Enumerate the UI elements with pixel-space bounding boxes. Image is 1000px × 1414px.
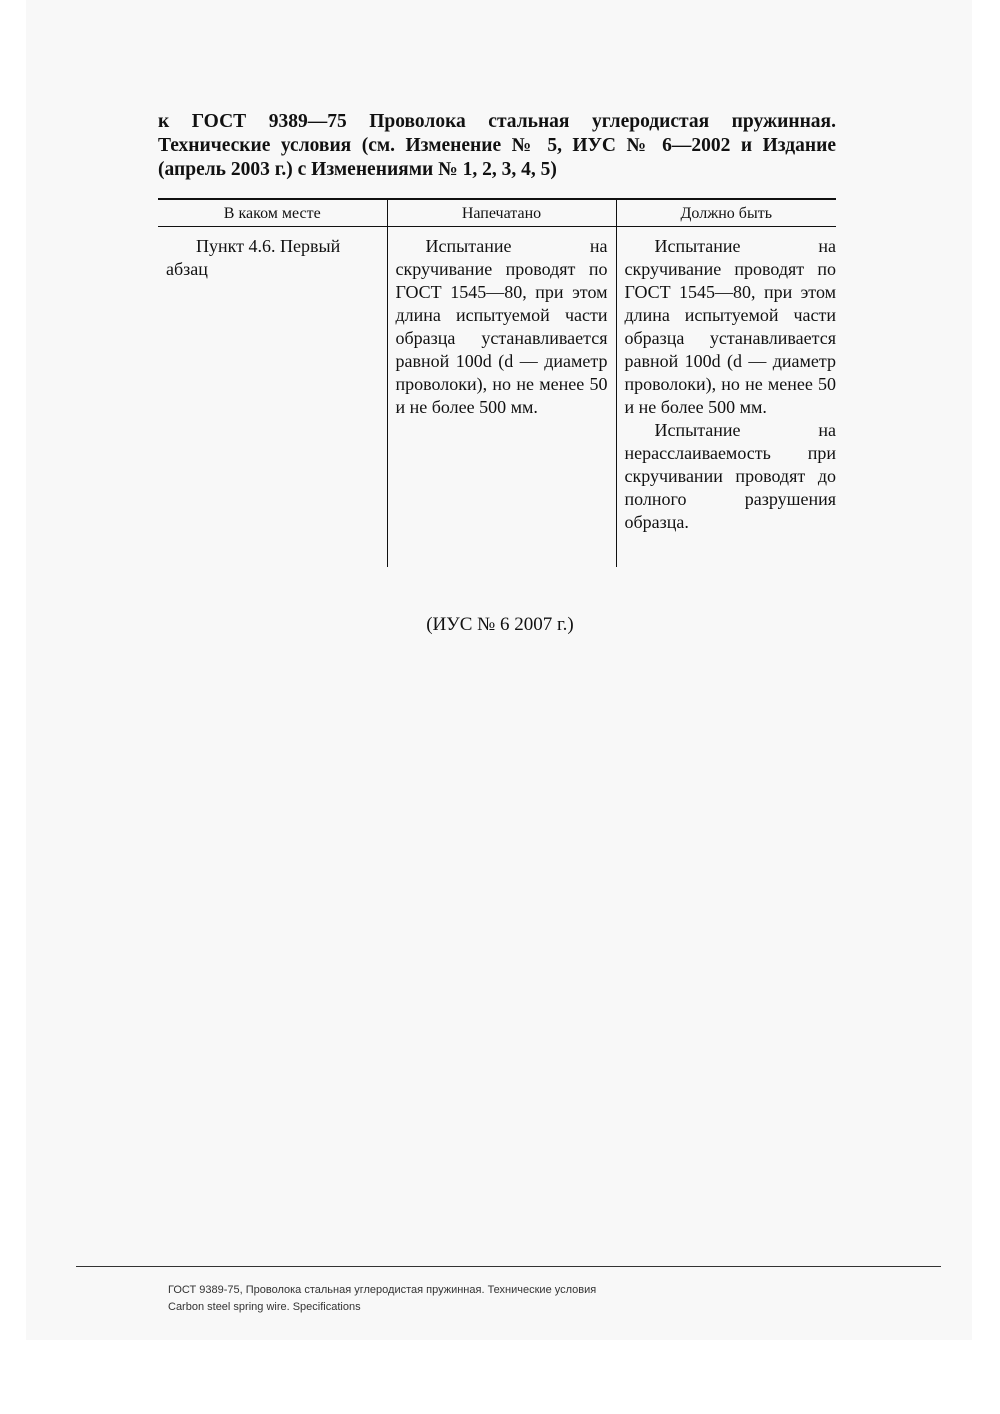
footer <box>168 1282 596 1316</box>
cell-printed <box>387 227 616 568</box>
footer-divider <box>76 1266 941 1267</box>
issue-reference: (ИУС № 6 2007 г.) <box>426 614 574 635</box>
amendment-heading: к ГОСТ 9389—75 Проволока стальная углеродистая пружинная. Технические условия (см. Изменение № 5, ИУС № 6—2002 и Издание (апрель 2003 г.) с Изменениями № 1, 2, 3, 4, 5) <box>158 111 836 180</box>
footer-title-en: Carbon steel spring wire. Specifications <box>168 1301 361 1313</box>
correction-table <box>158 198 836 567</box>
header-should-be: Должно быть <box>616 199 836 227</box>
printed-text: Испытание на скручивание проводят по ГОСТ 1545—80, при этом длина испытуемой части образца устанавливается равной 100d (d — диаметр проволоки), но не менее 50 и не более 500 мм. <box>395 236 608 417</box>
should-be-paragraph-1: Испытание на скручивание проводят по ГОСТ 1545—80, при этом длина испытуемой части образца устанавливается равной 100d (d — диаметр проволоки), но не менее 50 и не более 500 мм. <box>624 236 836 417</box>
should-be-paragraph-2: Испытание на нерасслаиваемость при скручивании проводят до полного разрушения образца. <box>624 420 836 532</box>
header-place: В каком месте <box>158 199 387 227</box>
cell-should-be <box>616 227 836 568</box>
table-header-row <box>158 199 836 227</box>
footer-title-ru: ГОСТ 9389-75, Проволока стальная углеродистая пружинная. Технические условия <box>168 1284 597 1296</box>
cell-place: Пункт 4.6. Первый абзац <box>166 236 341 279</box>
table-row <box>158 227 836 568</box>
header-printed: Напечатано <box>387 199 616 227</box>
